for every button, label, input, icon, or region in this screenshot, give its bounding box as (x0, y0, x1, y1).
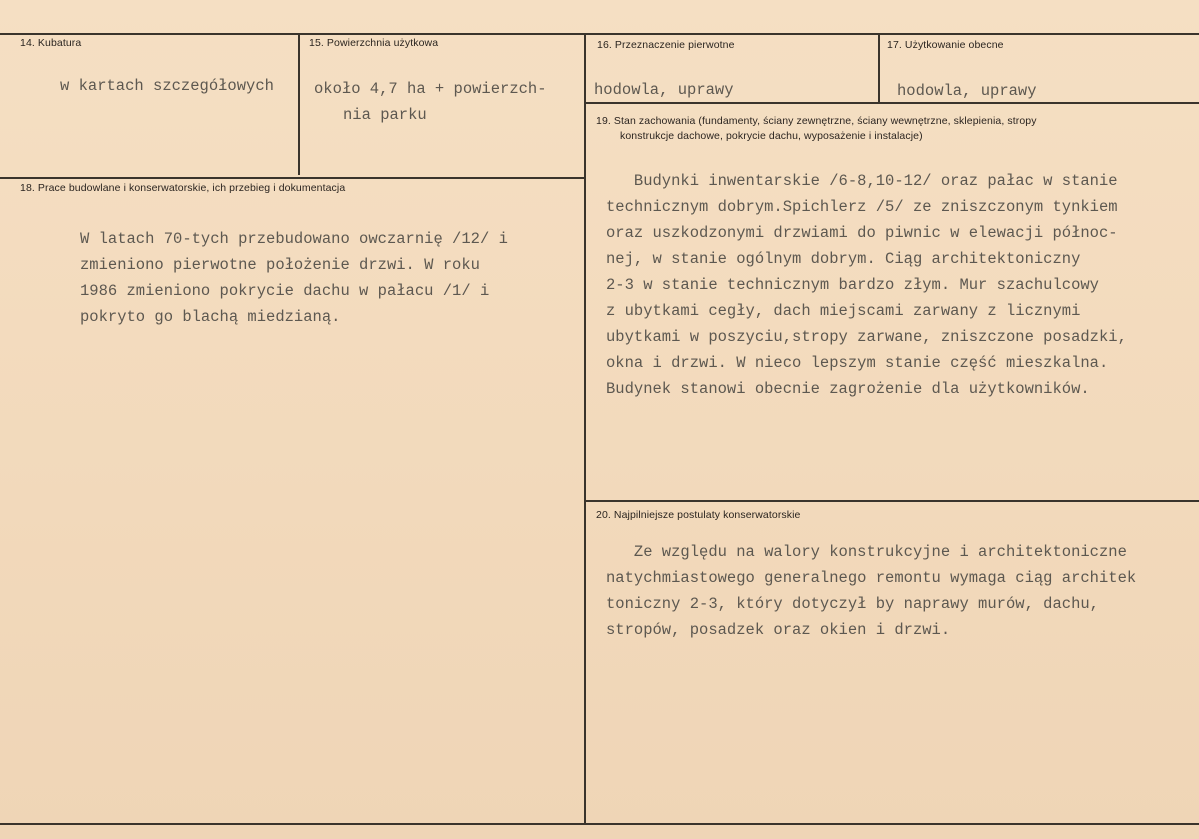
divider-14-15 (298, 33, 300, 175)
field-19-line: nej, w stanie ogólnym dobrym. Ciąg architektoniczny (606, 250, 1081, 268)
field-19-value (606, 168, 1127, 402)
field-20-line: stropów, posadzek oraz okien i drzwi. (606, 621, 951, 639)
field-18-line: zmieniono pierwotne położenie drzwi. W roku (80, 256, 480, 274)
field-19-label-line-1: 19. Stan zachowania (fundamenty, ściany zewnętrzne, ściany wewnętrzne, sklepienia, stropy (596, 115, 1037, 127)
field-15-label: 15. Powierzchnia użytkowa (309, 37, 439, 49)
field-19-line: Budynek stanowi obecnie zagrożenie dla użytkowników. (606, 380, 1090, 398)
field-19-line: z ubytkami cegły, dach miejscami zarwany z licznymi (606, 302, 1081, 320)
field-19-line: okna i drzwi. W nieco lepszym stanie część mieszkalna. (606, 354, 1109, 372)
field-18-line: 1986 zmieniono pokrycie dachu w pałacu /1/ i (80, 282, 490, 300)
field-16-value (594, 77, 734, 103)
field-20-value (606, 539, 1196, 643)
field-19-line: oraz uszkodzonymi drzwiami do piwnic w elewacji północ- (606, 224, 1118, 242)
field-19-line: ubytkami w poszyciu,stropy zarwane, zniszczone posadzki, (606, 328, 1127, 346)
field-19-line: 2-3 w stanie technicznym bardzo złym. Mur szachulcowy (606, 276, 1099, 294)
field-14-label: 14. Kubatura (20, 37, 82, 49)
field-20-line: Ze względu na walory konstrukcyjne i architektoniczne (606, 543, 1127, 561)
field-20-label: 20. Najpilniejsze postulaty konserwatorskie (596, 509, 801, 521)
field-16-label: 16. Przeznaczenie pierwotne (597, 39, 735, 51)
field-18-line: W latach 70-tych przebudowano owczarnię /12/ i (80, 230, 508, 248)
field-19-line: Budynki inwentarskie /6-8,10-12/ oraz pałac w stanie (606, 172, 1118, 190)
field-17-line: hodowla, uprawy (897, 82, 1037, 100)
field-19-label (596, 114, 1186, 144)
field-19-label-line-2: konstrukcje dachowe, pokrycie dachu, wyposażenie i instalacje) (620, 130, 923, 142)
field-14-value (60, 73, 274, 99)
field-20-line: toniczny 2-3, który dotyczył by naprawy murów, dachu, (606, 595, 1099, 613)
field-20-line: natychmiastowego generalnego remontu wymaga ciąg architek (606, 569, 1137, 587)
field-15-line: około 4,7 ha + powierzch- (314, 80, 547, 98)
field-18-label: 18. Prace budowlane i konserwatorskie, ich przebieg i dokumentacja (20, 182, 346, 194)
rule-above-20 (585, 500, 1199, 502)
field-19-line: technicznym dobrym.Spichlerz /5/ ze zniszczonym tynkiem (606, 198, 1118, 216)
field-17-label: 17. Użytkowanie obecne (887, 39, 1004, 51)
field-16-line: hodowla, uprawy (594, 81, 734, 99)
field-17-value (897, 78, 1037, 104)
field-15-value (314, 76, 547, 128)
field-18-value (80, 226, 508, 330)
bottom-border (0, 823, 1199, 825)
field-18-line: pokryto go blachą miedzianą. (80, 308, 341, 326)
divider-16-17 (878, 33, 880, 103)
field-14-line: w kartach szczegółowych (60, 77, 274, 95)
top-border (0, 33, 1199, 35)
rule-under-14-15 (0, 177, 585, 179)
divider-left-right (584, 33, 586, 823)
field-15-line: nia parku (343, 106, 427, 124)
